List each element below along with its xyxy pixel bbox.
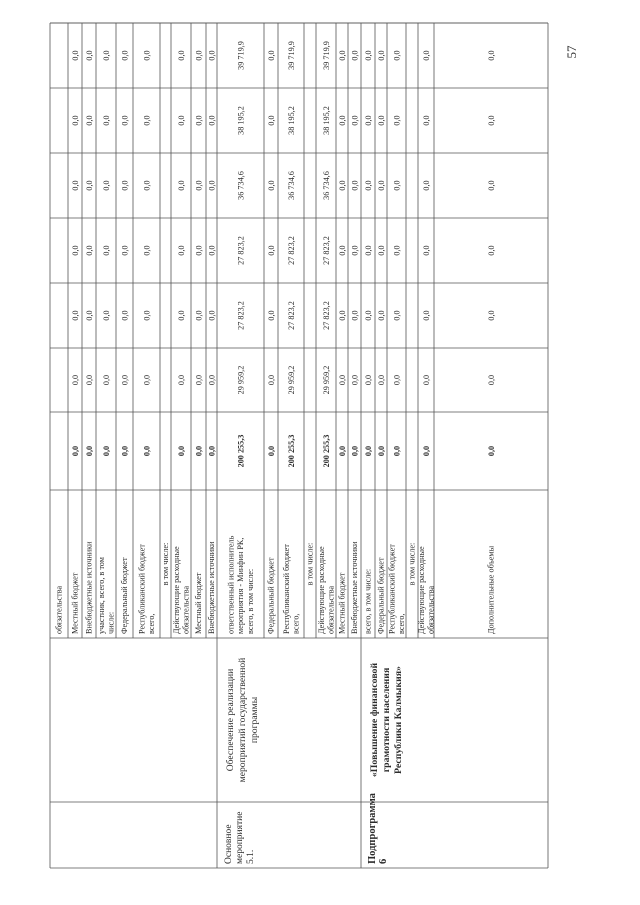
- year-value: 0,0: [142, 310, 152, 321]
- row-label: в том числе:: [407, 542, 417, 586]
- year-value: 0,0: [142, 245, 152, 256]
- year-value: 0,0: [85, 245, 94, 256]
- year-value: 39 719,9: [236, 41, 246, 70]
- year-value: 36 734,6: [236, 171, 246, 200]
- year-value: 0,0: [177, 245, 186, 256]
- year-value: 0,0: [422, 115, 431, 126]
- year-value: 0,0: [142, 50, 152, 61]
- row-label: Действующие расходные: [316, 546, 326, 634]
- year-value: 0,0: [177, 180, 186, 191]
- activity-5-1-title: программы: [249, 696, 260, 744]
- year-value: 0,0: [194, 50, 204, 61]
- activity-5-1-title: мероприятий государственной: [237, 657, 248, 783]
- total-value: 0,0: [207, 445, 217, 457]
- year-value: 0,0: [267, 180, 276, 191]
- year-value: 0,0: [364, 50, 373, 61]
- year-value: 0,0: [102, 115, 111, 126]
- year-value: 0,0: [194, 310, 204, 321]
- row-label: ответственный исполнитель: [226, 535, 236, 634]
- year-value: 0,0: [85, 180, 94, 191]
- year-value: 0,0: [377, 310, 386, 321]
- row-label: Федеральный бюджет: [120, 557, 130, 634]
- row-label: обязательства: [326, 585, 336, 634]
- row-label: обязательства: [54, 585, 64, 634]
- year-value: 0,0: [267, 115, 276, 126]
- year-value: 0,0: [207, 115, 217, 126]
- subprogram-6-title: грамотности населения: [381, 667, 392, 773]
- row-label: всего,: [146, 613, 156, 634]
- year-value: 27 823,2: [322, 236, 331, 265]
- year-value: 0,0: [422, 50, 431, 61]
- year-value: 0,0: [350, 374, 360, 386]
- year-value: 0,0: [207, 374, 217, 386]
- year-value: 0,0: [487, 115, 496, 126]
- year-value: 0,0: [392, 50, 402, 61]
- year-value: 0,0: [142, 374, 152, 386]
- year-value: 0,0: [392, 180, 402, 191]
- year-value: 36 734,6: [322, 171, 331, 200]
- year-value: 0,0: [338, 115, 347, 126]
- year-value: 36 734,6: [287, 171, 296, 200]
- row-label: участник, всего, в том: [96, 557, 106, 634]
- year-value: 0,0: [71, 50, 80, 61]
- row-label: Федеральный бюджет: [376, 557, 386, 634]
- year-value: 27 823,2: [322, 301, 331, 330]
- year-value: 0,0: [102, 310, 111, 321]
- year-value: 0,0: [194, 374, 204, 386]
- year-value: 0,0: [120, 374, 130, 386]
- year-value: 0,0: [120, 50, 130, 61]
- year-value: 27 823,2: [236, 301, 246, 330]
- total-value: 0,0: [194, 445, 204, 457]
- year-value: 0,0: [85, 115, 94, 126]
- year-value: 0,0: [487, 50, 496, 61]
- subprogram-6-title: Республики Калмыкия»: [393, 666, 404, 774]
- year-value: 0,0: [194, 115, 204, 126]
- row-label: Республиканский бюджет: [387, 544, 397, 634]
- year-value: 0,0: [487, 245, 496, 256]
- year-value: 0,0: [487, 310, 496, 321]
- year-value: 0,0: [267, 310, 276, 321]
- rotated-table: [50, 23, 548, 868]
- year-value: 0,0: [267, 50, 276, 61]
- total-value: 0,0: [85, 445, 94, 457]
- year-value: 0,0: [392, 310, 402, 321]
- year-value: 0,0: [364, 245, 373, 256]
- activity-5-1-title: Обеспечение реализации: [225, 668, 236, 772]
- year-value: 0,0: [422, 310, 431, 321]
- year-value: 0,0: [422, 374, 431, 386]
- total-value: 0,0: [350, 445, 360, 457]
- row-label: всего, в том числе:: [245, 568, 255, 634]
- row-label: Действующие расходные: [416, 546, 426, 634]
- year-value: 0,0: [364, 180, 373, 191]
- total-value: 0,0: [267, 445, 276, 457]
- year-value: 0,0: [364, 115, 373, 126]
- row-label: обязательства: [426, 585, 436, 634]
- year-value: 0,0: [71, 374, 80, 386]
- total-value: 0,0: [120, 445, 130, 457]
- year-value: 0,0: [377, 245, 386, 256]
- year-value: 0,0: [350, 245, 360, 256]
- row-label: Внебюджетные источники: [84, 541, 94, 634]
- year-value: 0,0: [267, 374, 276, 386]
- year-value: 0,0: [364, 374, 373, 386]
- year-value: 0,0: [377, 115, 386, 126]
- year-value: 0,0: [120, 115, 130, 126]
- activity-5-1-code: мероприятие: [235, 811, 245, 864]
- activity-5-1-code: 5.1.: [246, 849, 256, 864]
- subprogram-6-title: «Повышение финансовой: [369, 662, 380, 778]
- year-value: 0,0: [377, 374, 386, 386]
- year-value: 0,0: [85, 374, 94, 386]
- year-value: 29 959,2: [287, 365, 296, 395]
- year-value: 0,0: [177, 310, 186, 321]
- year-value: 0,0: [85, 50, 94, 61]
- year-value: 0,0: [487, 180, 496, 191]
- total-value: 0,0: [377, 445, 386, 457]
- row-label: в том числе:: [161, 542, 171, 586]
- year-value: 0,0: [392, 374, 402, 386]
- year-value: 0,0: [142, 180, 152, 191]
- year-value: 0,0: [267, 245, 276, 256]
- year-value: 0,0: [177, 115, 186, 126]
- total-value: 0,0: [71, 445, 80, 457]
- page-number: 57: [564, 45, 579, 59]
- year-value: 0,0: [177, 374, 186, 386]
- year-value: 27 823,2: [236, 236, 246, 265]
- row-label: Местный бюджет: [337, 572, 347, 634]
- year-value: 0,0: [207, 50, 217, 61]
- total-value: 0,0: [487, 445, 496, 457]
- year-value: 0,0: [71, 245, 80, 256]
- row-label: мероприятия - Минфин РК,: [236, 537, 246, 634]
- subprogram-6-code: 6: [378, 858, 389, 864]
- year-value: 0,0: [338, 245, 347, 256]
- year-value: 0,0: [207, 245, 217, 256]
- row-label: Внебюджетные источники: [350, 541, 360, 634]
- year-value: 0,0: [422, 245, 431, 256]
- year-value: 38 195,2: [287, 106, 296, 135]
- year-value: 0,0: [350, 180, 360, 191]
- year-value: 39 719,9: [322, 41, 331, 70]
- year-value: 0,0: [364, 310, 373, 321]
- row-label: Местный бюджет: [194, 572, 204, 634]
- row-label: обязательства: [181, 585, 191, 634]
- year-value: 0,0: [350, 115, 360, 126]
- year-value: 0,0: [377, 180, 386, 191]
- year-value: 38 195,2: [236, 106, 246, 135]
- year-value: 0,0: [71, 180, 80, 191]
- year-value: 0,0: [142, 115, 152, 126]
- year-value: 0,0: [102, 50, 111, 61]
- year-value: 0,0: [85, 310, 94, 321]
- year-value: 0,0: [177, 50, 186, 61]
- year-value: 0,0: [102, 245, 111, 256]
- year-value: 38 195,2: [322, 106, 331, 135]
- row-label: Республиканский бюджет: [137, 544, 147, 634]
- year-value: 0,0: [102, 374, 111, 386]
- row-label: Республиканский бюджет: [281, 544, 291, 634]
- total-value: 200 255,3: [287, 434, 296, 468]
- year-value: 0,0: [71, 310, 80, 321]
- year-value: 0,0: [194, 180, 204, 191]
- total-value: 0,0: [422, 445, 431, 457]
- year-value: 39 719,9: [287, 41, 296, 70]
- row-label: Действующие расходные: [171, 546, 181, 634]
- year-value: 0,0: [487, 374, 496, 386]
- year-value: 0,0: [350, 50, 360, 61]
- total-value: 0,0: [338, 445, 347, 457]
- year-value: 0,0: [102, 180, 111, 191]
- total-value: 0,0: [364, 445, 373, 457]
- total-value: 0,0: [392, 445, 402, 457]
- total-value: 0,0: [177, 445, 186, 457]
- total-value: 0,0: [142, 445, 152, 457]
- year-value: 0,0: [392, 245, 402, 256]
- year-value: 0,0: [120, 245, 130, 256]
- year-value: 0,0: [120, 180, 130, 191]
- year-value: 0,0: [207, 310, 217, 321]
- year-value: 0,0: [120, 310, 130, 321]
- row-label: всего,: [396, 613, 406, 634]
- year-value: 0,0: [194, 245, 204, 256]
- year-value: 0,0: [338, 310, 347, 321]
- row-label: Дополнительные объемы: [486, 545, 496, 634]
- total-value: 0,0: [102, 445, 111, 457]
- year-value: 27 823,2: [287, 301, 296, 330]
- row-label: всего,: [291, 613, 301, 634]
- year-value: 0,0: [350, 310, 360, 321]
- row-label: Внебюджетные источники: [207, 541, 217, 634]
- year-value: 0,0: [71, 115, 80, 126]
- row-label: Федеральный бюджет: [266, 557, 276, 634]
- row-label: всего, в том числе:: [363, 568, 373, 634]
- year-value: 0,0: [422, 180, 431, 191]
- row-label: Местный бюджет: [70, 572, 80, 634]
- year-value: 0,0: [338, 180, 347, 191]
- year-value: 0,0: [377, 50, 386, 61]
- year-value: 0,0: [392, 115, 402, 126]
- row-label: числе:: [106, 611, 116, 634]
- total-value: 200 255,3: [236, 434, 246, 468]
- activity-5-1-code: Основное: [224, 824, 234, 864]
- year-value: 0,0: [338, 50, 347, 61]
- row-label: в том числе:: [305, 542, 315, 586]
- year-value: 0,0: [338, 374, 347, 386]
- subprogram-6-code: Подпрограмма: [367, 793, 378, 864]
- year-value: 27 823,2: [287, 236, 296, 265]
- year-value: 29 959,2: [322, 365, 331, 395]
- total-value: 200 255,3: [322, 434, 331, 468]
- year-value: 29 959,2: [236, 365, 246, 395]
- year-value: 0,0: [207, 180, 217, 191]
